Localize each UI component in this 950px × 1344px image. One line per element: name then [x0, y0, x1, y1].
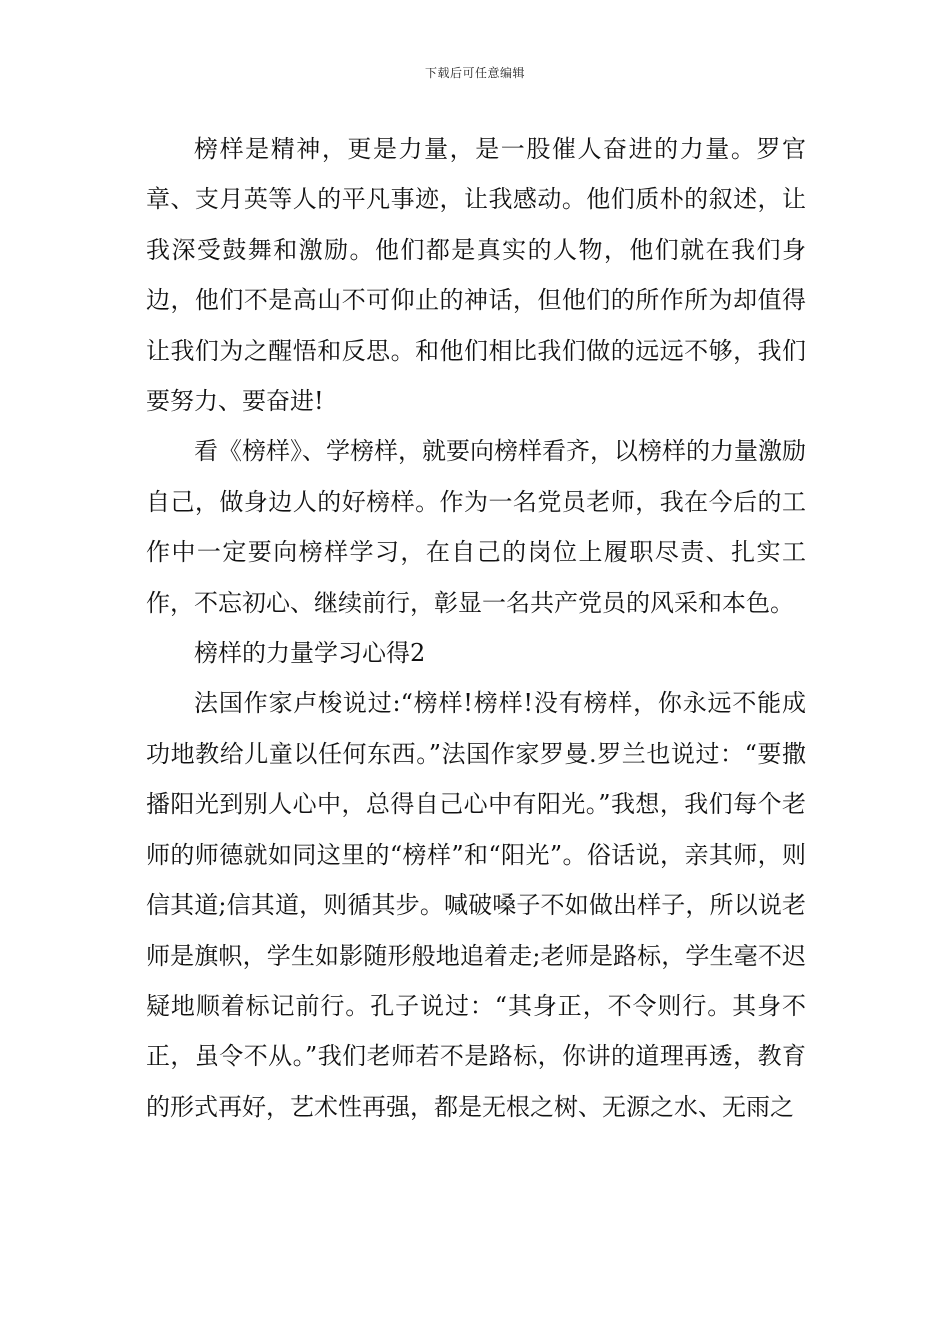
- section-heading: 榜样的力量学习心得2: [194, 639, 426, 668]
- document-body: [146, 124, 806, 1132]
- paragraph-3: 法国作家卢梭说过:“榜样!榜样!没有榜样，你永远不能成功地教给儿童以任何东西。”法国作家罗曼.罗兰也说过：“要撒播阳光到别人心中，总得自己心中有阳光。”我想，我们每个老师的师德就如同这里的“榜样”和“阳光”。俗话说，亲其师，则信其道;信其道，则循其步。喊破嗓子不如做出样子，所以说老师是旗帜，学生如影随形般地追着走;老师是路标，学生毫不迟疑地顺着标记前行。孔子说过：“其身正，不令则行。其身不正，虽令不从。”我们老师若不是路标，你讲的道理再透，教育的形式再好，艺术性再强，都是无根之树、无源之水、无雨之: [146, 689, 806, 1121]
- header-note: 下载后可任意编辑: [424, 66, 525, 80]
- paragraph-1: 榜样是精神，更是力量，是一股催人奋进的力量。罗官章、支月英等人的平凡事迹，让我感动。他们质朴的叙述，让我深受鼓舞和激励。他们都是真实的人物，他们就在我们身边，他们不是高山不可仰止的神话，但他们的所作所为却值得让我们为之醒悟和反思。和他们相比我们做的远远不够，我们要努力、要奋进!: [146, 135, 806, 416]
- paragraph-2: 看《榜样》、学榜样，就要向榜样看齐，以榜样的力量激励自己，做身边人的好榜样。作为一名党员老师，我在今后的工作中一定要向榜样学习，在自己的岗位上履职尽责、扎实工作，不忘初心、继续前行，彰显一名共产党员的风采和本色。: [146, 437, 806, 617]
